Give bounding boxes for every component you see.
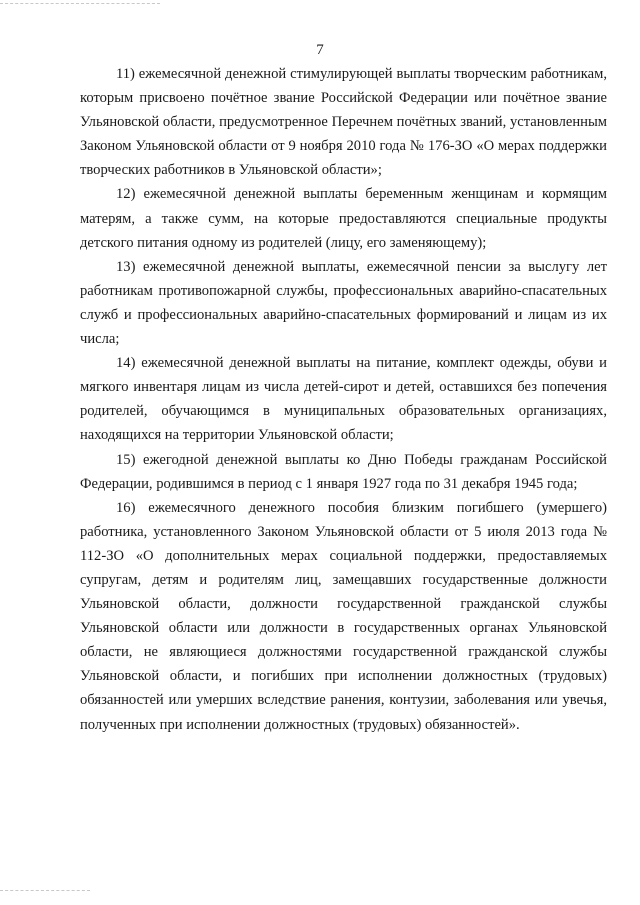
paragraph-16: 16) ежемесячного денежного пособия близким погибшего (умершего) работника, установленного Законом Ульяновской области от 5 июля 2013 года № 112-ЗО «О дополнительных мерах социальной поддержки, предоставляемых супругам, детям и родителям лиц, замещавших государственные должности Ульяновской области, должности государственной гражданской службы Ульяновской области или должности в государственных органах Ульяновской области, не являющиеся должностями государственной гражданской службы Ульяновской области, и погибших при исполнении должностных (трудовых) обязанностей или умерших вследствие ранения, контузии, заболевания или увечья, полученных при исполнении должностных (трудовых) обязанностей». <box>80 499 607 733</box>
page-number: 7 <box>316 42 324 58</box>
paragraph-12: 12) ежемесячной денежной выплаты беременным женщинам и кормящим матерям, а также сумм, на которые предоставляются специальные продукты детского питания одному из родителей (лицу, его заменяющему); <box>80 186 607 251</box>
paragraph-15: 15) ежегодной денежной выплаты ко Дню Победы гражданам Российской Федерации, родившимся в период с 1 января 1927 года по 31 декабря 1945 года; <box>80 451 607 492</box>
paragraph-11: 11) ежемесячной денежной стимулирующей выплаты творческим работникам, которым присвоено почётное звание Российской Федерации или почётное звание Ульяновской области, предусмотренное Перечнем почётных званий, установленным Законом Ульяновской области от 9 ноября 2010 года № 176-ЗО «О мерах поддержки творческих работников в Ульяновской области»; <box>80 66 607 179</box>
paragraph-13: 13) ежемесячной денежной выплаты, ежемесячной пенсии за выслугу лет работникам противопожарной службы, профессиональных аварийно-спасательных служб и профессиональных аварийно-спасательных формирований и лицам из их числа; <box>80 258 607 348</box>
document-body <box>80 62 607 737</box>
scan-edge-top <box>0 3 160 4</box>
scan-edge-bottom <box>0 890 90 891</box>
paragraph-14: 14) ежемесячной денежной выплаты на питание, комплект одежды, обуви и мягкого инвентаря лицам из числа детей-сирот и детей, оставшихся без попечения родителей, обучающимся в муниципальных образовательных организациях, находящихся на территории Ульяновской области; <box>80 355 607 444</box>
